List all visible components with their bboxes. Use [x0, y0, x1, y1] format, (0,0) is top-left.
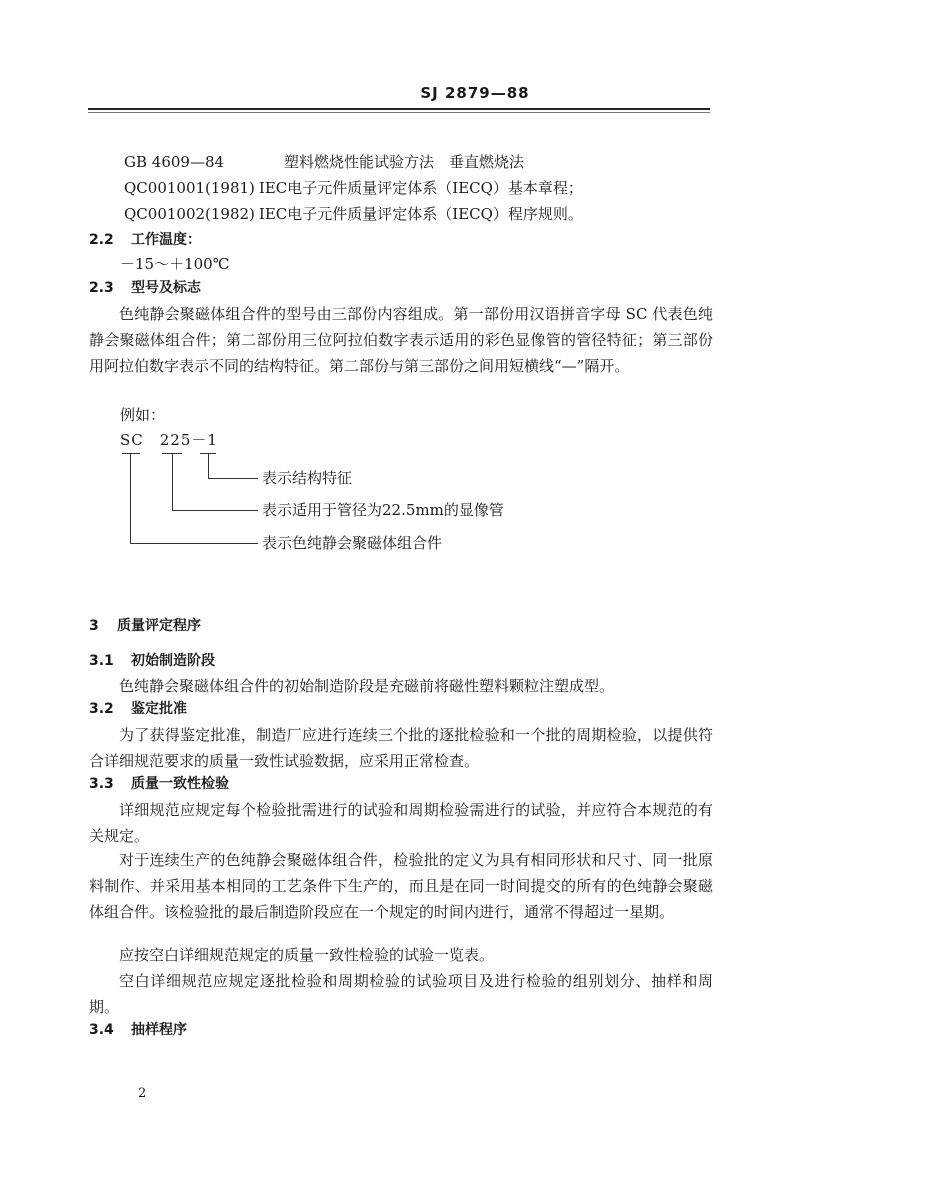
annotation-tube-diameter: 表示适用于管径为22.5mm的显像管 [262, 501, 504, 519]
section-heading-3-1 [89, 649, 215, 674]
reference-title: IEC电子元件质量评定体系（IECQ）基本章程； [258, 179, 583, 197]
section-title: 质量评定程序 [117, 618, 201, 634]
leader-horizontal [208, 478, 258, 479]
reference-line [124, 176, 583, 201]
paragraph: 应按空白详细规范规定的质量一致性检验的试验一览表。 [119, 946, 495, 964]
section-heading-3-4 [89, 1018, 187, 1043]
paragraph: 色纯静会聚磁体组合件的型号由三部份内容组成。第一部份用汉语拼音字母 SC 代表色纯静会聚磁体组合件；第二部份用三位阿拉伯数字表示适用的彩色显像管的管径特征；第三部份用阿拉伯数字表示不同的结构特征。第二部份与第三部份之间用短横线“—”隔开。 [89, 305, 713, 375]
paragraph: 为了获得鉴定批准，制造厂应进行连续三个批的逐批检验和一个批的周期检验，以提供符合详细规范要求的质量一致性试验数据，应采用正常检查。 [89, 726, 713, 770]
section-number: 3 [89, 618, 99, 634]
header-rule-thin [88, 112, 710, 113]
reference-code: GB 4609—84 [124, 153, 225, 171]
reference-code: QC001001(1981) [124, 179, 255, 197]
section-number: 2.2 [89, 232, 114, 248]
section-title: 初始制造阶段 [131, 653, 215, 669]
reference-code: QC001002(1982) [124, 205, 255, 223]
section-title: 鉴定批准 [131, 701, 187, 717]
header-rule [88, 108, 710, 110]
reference-title: 塑料燃烧性能试验方法 垂直燃烧法 [284, 153, 525, 171]
section-title: 质量一致性检验 [131, 776, 229, 792]
paragraph: 色纯静会聚磁体组合件的初始制造阶段是充磁前将磁性塑料颗粒注塑成型。 [119, 677, 615, 695]
paragraph: 空白详细规范应规定逐批检验和周期检验的试验项目及进行检验的组别划分、抽样和周期。 [89, 972, 713, 1016]
section-heading-3-2 [89, 697, 187, 722]
section-number: 3.1 [89, 653, 114, 669]
document-header: SJ 2879—88 [420, 84, 530, 102]
underline-sc [122, 453, 140, 454]
annotation-product: 表示色纯静会聚磁体组合件 [262, 534, 443, 552]
section-heading-2-2 [89, 228, 201, 253]
section-number: 2.3 [89, 280, 114, 296]
example-model: SC 225－1 [120, 431, 218, 449]
paragraph: 对于连续生产的色纯静会聚磁体组合件，检验批的定义为具有相同形状和尺寸、同一批原料制作、并采用基本相同的工艺条件下生产的，而且是在同一时间提交的所有的色纯静会聚磁体组合件。该检验批的最后制造阶段应在一个规定的时间内进行，通常不得超过一星期。 [89, 851, 713, 921]
annotation-structure: 表示结构特征 [262, 469, 353, 487]
page-number: 2 [138, 1086, 147, 1101]
section-number: 3.2 [89, 701, 114, 717]
example-label: 例如： [120, 406, 166, 424]
section-heading-3 [89, 614, 201, 639]
leader-horizontal [172, 510, 258, 511]
section-number: 3.4 [89, 1022, 114, 1038]
reference-line [124, 150, 524, 175]
leader-vertical [208, 454, 209, 478]
section-number: 3.3 [89, 776, 114, 792]
section-title: 型号及标志 [131, 280, 201, 296]
section-heading-3-3 [89, 772, 229, 797]
leader-vertical [130, 454, 131, 543]
section-title: 工作温度： [131, 232, 201, 248]
leader-vertical [172, 454, 173, 510]
leader-horizontal [130, 543, 258, 544]
paragraph: 详细规范应规定每个检验批需进行的试验和周期检验需进行的试验，并应符合本规范的有关规定。 [89, 801, 713, 845]
temperature-range: －15～＋100℃ [120, 255, 230, 273]
reference-line [124, 202, 583, 227]
section-title: 抽样程序 [131, 1022, 187, 1038]
section-heading-2-3 [89, 276, 201, 301]
reference-title: IEC电子元件质量评定体系（IECQ）程序规则。 [258, 205, 583, 223]
